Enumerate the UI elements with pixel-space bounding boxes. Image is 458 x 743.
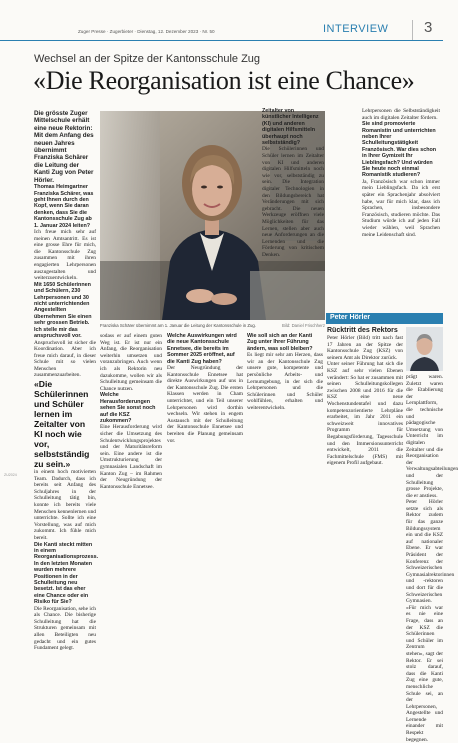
issue-meta: Zuger Presse · Zugerbieter · Dienstag, 12. Dezember 2023 · Nr. 50 [78,29,215,34]
question: Franziska Schärer, was geht Ihnen durch den Kopf, wenn Sie daran denken, dass Sie die Kantonsschule Zug ab 1. Januar 2024 leiten? [34,190,94,229]
column-1 [34,110,99,652]
sidebar-paragraph: prägt waren. Zuletzt waren die Etablierung der Lernplattform, die technische und pädagogische Umsetzung von Unterricht im digitalen Zeitalter und die Reorganisation der Verwaltungsabteilungen und der Schulleitung grosse Projekte, die er anstiess. [406,374,458,499]
question: Mit 1650 Schülerinnen und Schülern, 230 Lehrpersonen und 30 nicht unterrichtenden Angestellten übernehmen Sie einen sehr grossen Betrieb. Ich stelle mir das anspruchsvoll vor. [34,281,92,340]
question: Wie soll sich an der Kanti Zug unter Ihrer Führung ändern, was soll bleiben? [247,333,313,352]
sidebar-column-2 [406,374,458,743]
page-number: 3 [424,19,433,36]
sidebar-paragraph: «Für mich war es nie eine Frage, dass an der KSZ die Schülerinnen und Schüler im Zentrum stehen», sagt der Rektor. Er sei stolz darauf, dass die Kanti Zug eine gute, menschliche Schule sei, an der Lehrpersonen, Angestellte und Lernende einander mit Respekt begegnen. [406,604,443,743]
answer: Ja, Französisch war schon immer mein Lieblingsfach. Da ich erst später ein Sprachenjahr absolviert habe, war für mich klar, dass ich Sprachen, insbesondere Französisch, studieren möchte. Das Studium würde ich auf jeden Fall wieder wählen, weil Sprachen meine Leidenschaft sind. [362,178,440,238]
question: Welche Auswirkungen wird die neue Kantonsschule Ennetsee, die bereits im Sommer 2025 eröffnet, auf die Kanti Zug haben? [167,333,237,365]
column-2 [100,333,162,490]
section-label: INTERVIEW [323,23,389,35]
answer: Es liegt mir sehr am Herzen, dass wir an der Kantonsschule Zug unsere gute, kompetente und persönliche Arbeits- und Lernumgebung, in der sich die Lehrpersonen und die Schülerinnen und Schüler wohlfühlen, erhalten und weiterentwickeln. [247,352,323,411]
header-divider [412,20,413,40]
sidebar-title: Rücktritt des Rektors [327,327,398,334]
sidebar-paragraph: Peter Hörler setzte sich als Rektor zudem für das ganze Bildungssystem ein und die KSZ auf nationaler Ebene. Er war Präsident der Konferenz der Schweizerischen Gymnasialrektorinnen und -rektoren und dort für die Schweizerischen Gymnasien. [406,499,455,605]
sidebar-portrait [406,327,443,371]
sidebar-portrait-illustration [406,327,443,371]
photo-caption [100,323,325,328]
column-top-right-2 [362,108,440,310]
sidebar-label: Peter Hörler [330,314,371,321]
column-4 [247,333,323,471]
answer: sodass er auf einem guten Weg ist. Er ist nur ein Anfang, die Reorganisation weiterhin umsetzen und voranzubringen. Auch wenn ich als Rektorin neu dazukomme, wollen wir als Schulleitung gemeinsam die Chance nutzen. [100,333,162,392]
sidebar-paragraph: Unter seiner Führung hat sich die KSZ auf sehr vielen Ebenen verändert: So hat er zusammen mit seinen Schulleitungskollegen zwischen 2008 und 2016 für die KSZ eine neue Wochenstundentafel und dazu kompetenzorientierte Lehrpläne erarbeitet, im Jahr 2011 ein schweizweit innovatives Programm für Begabungsförderung, Tagesschule und den Immersionsunterricht entwickelt, 2011 die Fachmittelschule (FMS) mit eigenem Profil aufgebaut. [327,361,403,467]
header-rule [0,40,443,41]
sidebar-column-1 [327,327,403,472]
answer: Anspruchsvoll ist sicher die Koordination. Aber ich freue mich darauf, in dieser Schule mit so vielen Menschen zusammenzuarbeiten. [34,339,96,379]
column-3 [167,333,243,471]
question: Die Kanti steckt mitten in einem Reorganisationsprozess. In den letzten Monaten wurden mehrere Positionen in der Schulleitung neu besetzt. Ist das eher eine Chance oder ein Risiko für Sie? [34,541,99,606]
page-footer: ZU2024 [4,473,17,477]
answer: Ich freue mich sehr auf meinen Amtsantritt. Es ist eine grosse Ehre für mich, die Kantonsschule Zug zusammen mit ihren engagierten Lehrpersonen auszugestalten und weiterzuentwickeln. [34,229,96,282]
answer: Lehrpersonen die Selbstständigkeit auch im digitalen Zeitalter fördern. [362,108,440,121]
photo-credit: Bild: Daniel Frischherz [282,323,325,328]
byline: Thomas Heimgartner [34,184,88,191]
answer: Eine Herausforderung wird sicher die Umsetzung des Schulentwicklungsprojektes und der Maturitätsreform sein. Eine andere ist die Umstrukturierung der gymnasialen Landschaft im Kanton Zug – im Rahmen der Neugründung der Kantonsschule Ennetsee. [100,424,162,490]
question: Zeitalter von künstlicher Intelligenz (KI) und anderen digitalen Hilfsmitteln überhaupt noch selbstständig? [262,108,319,147]
sidebar-header [326,313,443,324]
sidebar-paragraph: Peter Hörler (Bild) tritt nach fast 17 Jahren an der Spitze der Kantonsschule Zug (KSZ) von seinem Amt als Direktor zurück. [327,335,403,361]
answer: Der Neugründung der Kantonsschule Ennetsee hat direkte Auswirkungen auf uns in der Kantonsschule Zug. Die ersten Klassen werden in Cham unterrichtet, und ein Teil unserer Lehrpersonen wird dorthin wechseln. Wir stehen in engem Austausch mit der Schulleitung der Kantonsschule Ennetsee und bereiten die Planung gemeinsam vor. [167,365,243,444]
column-top-right-1 [262,108,324,308]
pull-quote: «Die Schülerinnen und Schüler lernen im Zeitalter von KI noch wie vor, selbstständig zu sein.» [34,379,90,470]
article-headline: «Die Reorganisation ist eine Chance» [33,66,415,95]
answer: in einem hoch motivierten Team. Dadurch, dass ich bereits seit Anfang des Schuljahres in der Schulleitung tätig bin, konnte ich bereits viele Menschen kennenlernen und unterrichte. Sollte ich eine Vorstellung, was auf mich zukommt. Ich fühle mich bereit. [34,469,96,541]
question: Welche Herausforderungen sehen Sie sonst noch auf die KSZ zukommen? [100,392,156,424]
caption-text: Franziska Schärer übernimmt am 1. Januar die Leitung der Kantonsschule in Zug. [100,323,256,328]
question: Sie sind promovierte Romanistin und unterrichten neben Ihrer Schulleitungstätigkeit Französisch. War dies schon in Ihrer Gymizeit Ihr Lieblingsfach? Und würden Sie heute noch einmal Romanistik studieren? [362,121,437,179]
page-header [0,0,443,44]
article-kicker: Wechsel an der Spitze der Kantonsschule Zug [34,53,261,65]
answer: Die Schülerinnen und Schüler lernen im Zeitalter von KI und anderen digitalen Hilfsmitteln noch wie vor, selbstständig zu sein. Die Integration digitaler Technologien in den Bildungsbereich hat Veränderungen mit sich gebracht. Die neuen Werkzeuge eröffnen viele Möglichkeiten für das Lernen, stellen aber auch neue Anforderungen an die Lernenden und die Förderung von kritischem Denken. [262,146,324,258]
article-lead: Die grösste Zuger Mittelschule erhält eine neue Rektorin: Mit dem Anfang des neuen Jahres übernimmt Franziska Schärer die Leitung der Kanti Zug von Peter Hörler. [34,110,94,184]
answer: Die Reorganisation, sehe ich als Chance. Die bisherige Schulleitung hat die Strukturen gemeinsam mit allen Beteiligten neu gedacht und ein gutes Fundament gelegt. [34,605,96,652]
